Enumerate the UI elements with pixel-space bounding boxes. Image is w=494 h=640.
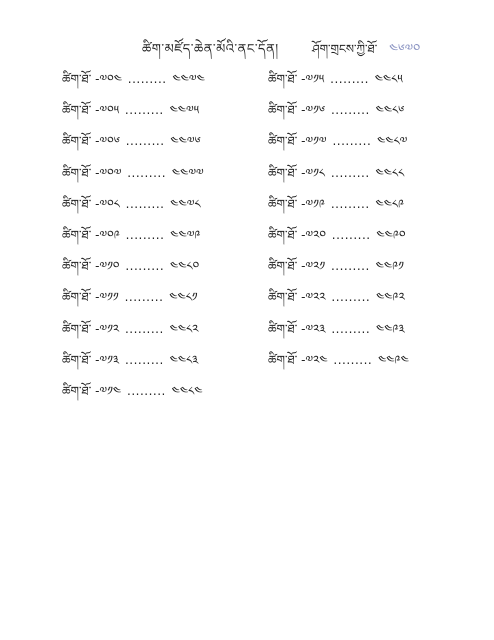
entry-page-number: ༤༤༩༣ — [376, 321, 405, 336]
index-entry — [62, 353, 205, 384]
entry-leader-dots: ......... — [333, 352, 373, 367]
entry-leader-dots: ......... — [330, 165, 370, 180]
index-entry — [268, 322, 409, 353]
entry-page-number: ༤༤༩༤ — [378, 352, 409, 367]
page-number: ༤༦༧༠ — [389, 42, 421, 57]
entry-leader-dots: ......... — [331, 227, 371, 242]
entry-label: ཚིག་ཐོ་ -༧༡༧ — [268, 134, 327, 149]
entry-label: ཚིག་ཐོ་ -༧༢༢ — [268, 290, 326, 305]
index-column-right — [268, 72, 409, 384]
entry-page-number: ༤༤༨༠ — [170, 259, 200, 274]
index-entry — [62, 197, 205, 228]
entry-label: ཚིག་ཐོ་ -༧༢༠ — [268, 227, 326, 242]
entry-leader-dots: ......... — [332, 134, 372, 149]
subtitle-text: ཤོག་གྲངས་ཀྱི་ཐོ་ — [312, 42, 378, 56]
index-entry — [62, 228, 205, 259]
entry-label: ཚིག་ཐོ་ -༧༢༣ — [268, 321, 326, 336]
entry-page-number: ༤༤༩༡ — [375, 259, 404, 274]
entry-leader-dots: ......... — [330, 103, 370, 118]
entry-page-number: ༤༤༨༨ — [375, 165, 405, 180]
entry-leader-dots: ......... — [331, 290, 371, 305]
entry-label: ཚིག་ཐོ་ -༧༡༦ — [268, 103, 326, 118]
entry-page-number: ༤༤༧༨ — [170, 196, 201, 211]
entry-page-number: ༤༤༨༤ — [171, 383, 203, 398]
entry-label: ཚིག་ཐོ་ -༧༡༩ — [268, 196, 325, 211]
index-entry — [62, 259, 205, 290]
entry-label: ཚིག་ཐོ་ -༧༠༥ — [62, 103, 120, 118]
entry-leader-dots: ......... — [124, 290, 164, 305]
entry-page-number: ༤༤༨༧ — [377, 134, 408, 149]
entry-label: ཚིག་ཐོ་ -༧༡༡ — [62, 290, 119, 305]
entry-label: ཚིག་ཐོ་ -༧༢༤ — [268, 352, 328, 367]
index-entry — [268, 72, 409, 103]
entry-page-number: ༤༤༧༩ — [170, 227, 201, 242]
entry-page-number: ༤༤༨༣ — [169, 352, 199, 367]
page-header — [0, 34, 494, 58]
entry-page-number: ༤༤༧༧ — [171, 165, 204, 180]
entry-leader-dots: ......... — [125, 196, 165, 211]
index-subtitle — [312, 34, 420, 71]
index-entry — [62, 290, 205, 321]
entry-leader-dots: ......... — [125, 134, 165, 149]
entry-label: ཚིག་ཐོ་ -༧༡༠ — [62, 259, 120, 274]
entry-page-number: ༤༤༧༥ — [169, 103, 200, 118]
entry-label: ཚིག་ཐོ་ -༧༠༤ — [62, 72, 122, 86]
index-entry — [268, 197, 409, 228]
entry-leader-dots: ......... — [125, 259, 165, 274]
page-title: ཚིག་མཛོད་ཆེན་མོའི་ནང་དོན། — [142, 42, 279, 57]
entry-label: ཚིག་ཐོ་ -༧༠༦ — [62, 134, 120, 149]
index-entry — [62, 166, 205, 197]
entry-leader-dots: ......... — [331, 321, 371, 336]
entry-leader-dots: ......... — [330, 196, 370, 211]
index-entry — [268, 134, 409, 165]
entry-label: ཚིག་ཐོ་ -༧༡༨ — [268, 165, 326, 180]
index-entry — [62, 72, 205, 103]
entry-label: ཚིག་ཐོ་ -༧༡༥ — [268, 72, 325, 86]
index-entry — [268, 290, 409, 321]
entry-page-number: ༤༤༨༩ — [375, 196, 405, 211]
entry-label: ཚིག་ཐོ་ -༧༠༧ — [62, 165, 122, 180]
index-entry — [268, 353, 409, 384]
entry-page-number: ༤༤༧༤ — [172, 72, 205, 86]
entry-label: ཚིག་ཐོ་ -༧༡༢ — [62, 321, 120, 336]
entry-page-number: ༤༤༨༦ — [375, 103, 405, 118]
entry-page-number: ༤༤༨༡ — [169, 290, 198, 305]
entry-leader-dots: ......... — [124, 321, 164, 336]
entry-page-number: ༤༤༧༦ — [170, 134, 201, 149]
entry-page-number: ༤༤༩༢ — [376, 290, 405, 305]
index-column-left — [62, 72, 205, 415]
entry-leader-dots: ......... — [127, 165, 167, 180]
entry-label: ཚིག་ཐོ་ -༧༠༩ — [62, 227, 120, 242]
entry-page-number: ༤༤༨༥ — [374, 72, 403, 86]
entry-leader-dots: ......... — [125, 227, 165, 242]
index-entry — [62, 103, 205, 134]
index-entry — [268, 228, 409, 259]
entry-label: ཚིག་ཐོ་ -༧༠༨ — [62, 196, 120, 211]
index-entry — [62, 384, 205, 415]
entry-label: ཚིག་ཐོ་ -༧༢༡ — [268, 259, 326, 274]
index-entry — [268, 166, 409, 197]
entry-leader-dots: ......... — [330, 72, 369, 86]
entry-label: ཚིག་ཐོ་ -༧༡༣ — [62, 352, 120, 367]
entry-leader-dots: ......... — [124, 352, 164, 367]
index-entry — [268, 103, 409, 134]
entry-leader-dots: ......... — [127, 383, 166, 398]
entry-page-number: ༤༤༩༠ — [376, 227, 406, 242]
index-entry — [268, 259, 409, 290]
index-entry — [62, 322, 205, 353]
index-entry — [62, 134, 205, 165]
entry-page-number: ༤༤༨༢ — [169, 321, 199, 336]
entry-leader-dots: ......... — [330, 259, 370, 274]
entry-label: ཚིག་ཐོ་ -༧༡༤ — [62, 383, 122, 398]
entry-leader-dots: ......... — [124, 103, 164, 118]
entry-leader-dots: ......... — [127, 72, 167, 86]
